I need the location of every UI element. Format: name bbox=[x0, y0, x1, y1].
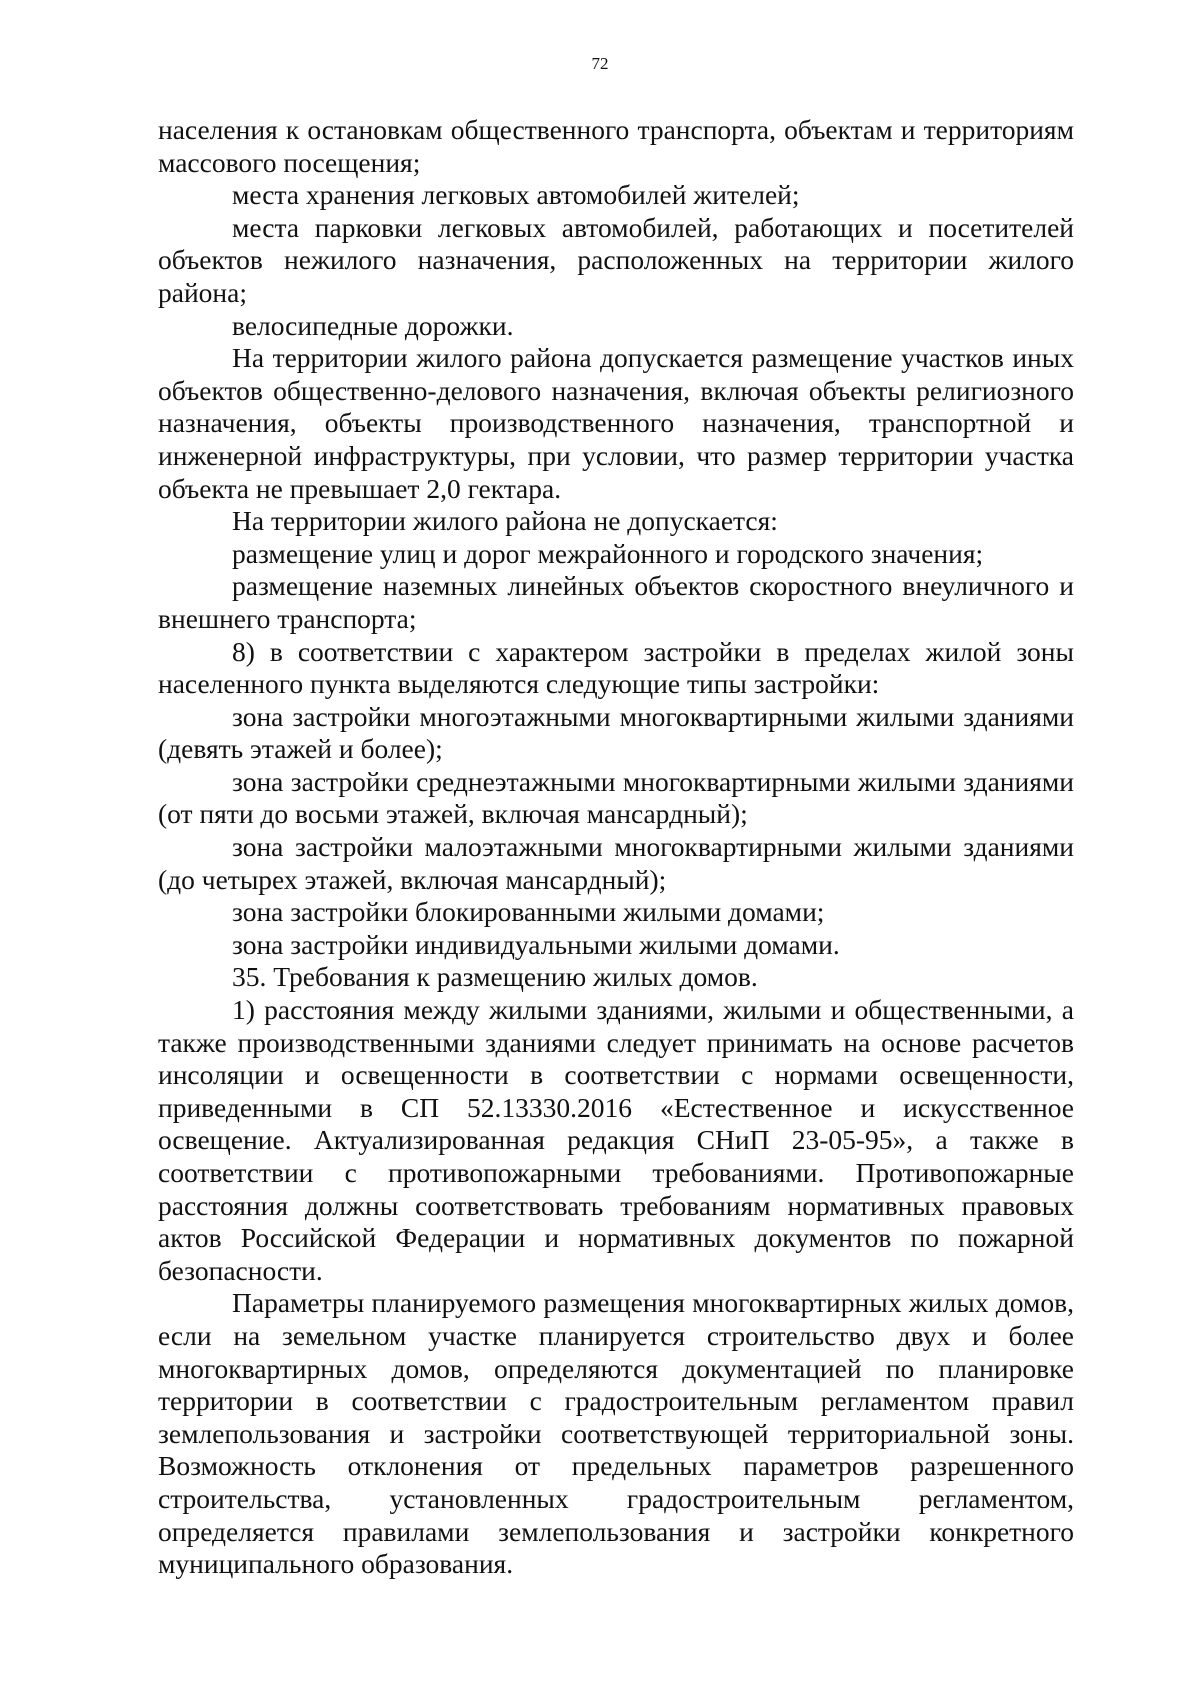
paragraph: Параметры планируемого размещения многоквартирных жилых домов, если на земельном участке планируется строительство двух и более многоквартирных домов, определяются документацией по планировке территории в соответствии с градостроительным регламентом правил землепользования и застройки соответствующей территориальной зоны. Возможность отклонения от предельных параметров разрешенного строительства, установленных градостроительным регламентом, определяется правилами землепользования и застройки конкретного муниципального образования. bbox=[158, 1287, 1074, 1580]
page-number: 72 bbox=[591, 54, 609, 73]
paragraph: На территории жилого района допускается размещение участков иных объектов общественно-делового назначения, включая объекты религиозного назначения, объекты производственного назначения, транспортной и инженерной инфраструктуры, при условии, что размер территории участка объекта не превышает 2,0 гектара. bbox=[158, 342, 1074, 504]
paragraph: 1) расстояния между жилыми зданиями, жилыми и общественными, а также производственными зданиями следует принимать на основе расчетов инсоляции и освещенности в соответствии с нормами освещенности, приведенными в СП 52.13330.2016 «Естественное и искусственное освещение. Актуализированная редакция СНиП 23-05-95», а также в соответствии с противопожарными требованиями. Противопожарные расстояния должны соответствовать требованиям нормативных правовых актов Российской Федерации и нормативных документов по пожарной безопасности. bbox=[158, 994, 1074, 1286]
paragraph: зона застройки малоэтажными многоквартирными жилыми зданиями (до четырех этажей, включая мансардный); bbox=[158, 831, 1074, 895]
paragraph: На территории жилого района не допускается: bbox=[232, 505, 778, 537]
paragraph: размещение улиц и дорог межрайонного и городского значения; bbox=[232, 537, 984, 569]
paragraph-continuation: населения к остановкам общественного транспорта, объектам и территориям массового посещения; bbox=[158, 114, 1074, 178]
paragraph: места хранения легковых автомобилей жителей; bbox=[232, 179, 800, 211]
section-heading: 35. Требования к размещению жилых домов. bbox=[232, 961, 758, 993]
paragraph: 8) в соответствии с характером застройки в пределах жилой зоны населенного пункта выделяются следующие типы застройки: bbox=[158, 635, 1074, 700]
paragraph: зона застройки блокированными жилыми домами; bbox=[232, 896, 825, 928]
paragraph: велосипедные дорожки. bbox=[232, 309, 514, 341]
document-body bbox=[158, 114, 1074, 1581]
paragraph: зона застройки индивидуальными жилыми домами. bbox=[232, 928, 840, 960]
paragraph: места парковки легковых автомобилей, работающих и посетителей объектов нежилого назначения, расположенных на территории жилого района; bbox=[158, 211, 1074, 308]
paragraph: размещение наземных линейных объектов скоростного внеуличного и внешнего транспорта; bbox=[158, 570, 1074, 634]
paragraph: зона застройки многоэтажными многоквартирными жилыми зданиями (девять этажей и более); bbox=[158, 700, 1074, 765]
paragraph: зона застройки среднеэтажными многоквартирными жилыми зданиями (от пяти до восьми этажей, включая мансардный); bbox=[158, 765, 1074, 830]
